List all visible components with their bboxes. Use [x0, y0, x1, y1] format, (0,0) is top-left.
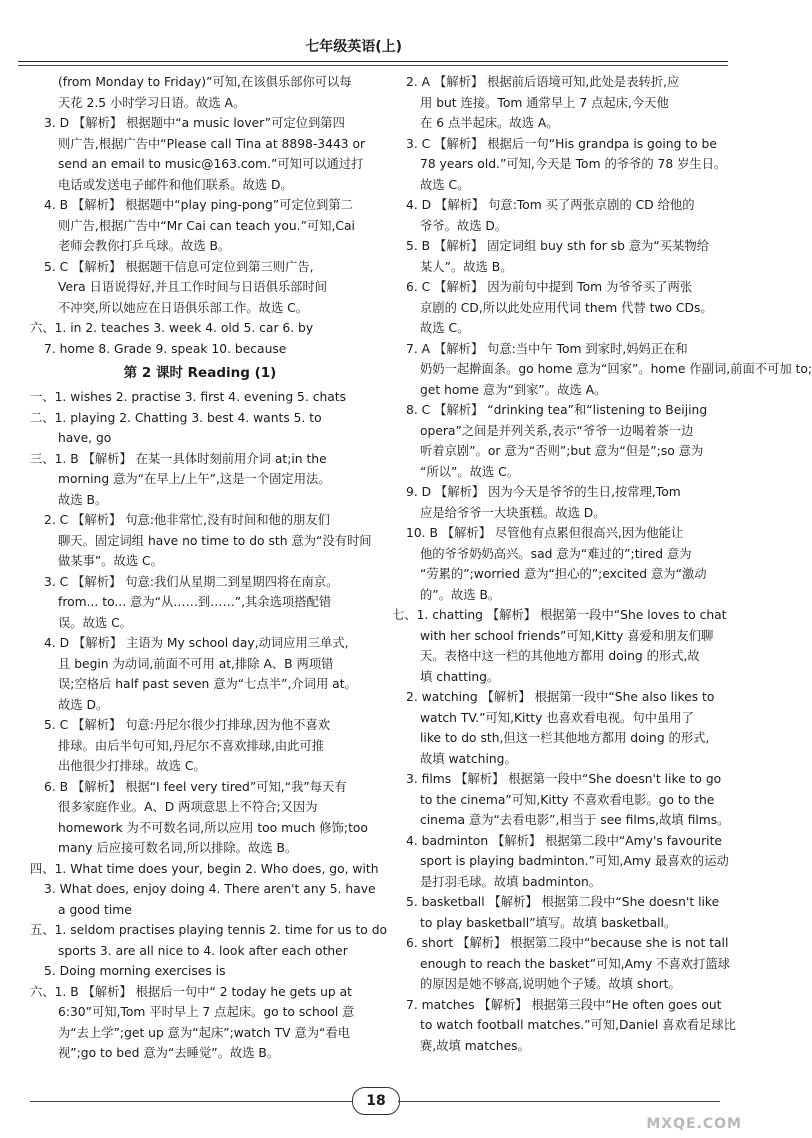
text-line: to watch football matches.”可知,Daniel 喜欢看足球比 — [420, 1018, 736, 1032]
text-line: from... to... 意为“从……到……”,其余选项搭配错 — [58, 595, 332, 609]
text-line: cinema 意为“去看电影”,相当于 see films,故填 films。 — [420, 813, 730, 827]
text-line: to the cinema”可知,Kitty 不喜欢看电影。go to the — [420, 792, 715, 807]
text-line: like to do sth,但这一栏其他地方都用 doing 的形式, — [420, 731, 710, 745]
footer-rule-left — [30, 1101, 352, 1102]
text-line: 电话或发送电子邮件和他们联系。故选 D。 — [58, 177, 293, 192]
text-line: 故选 B。 — [58, 492, 108, 507]
text-line: 赛,故填 matches。 — [420, 1038, 530, 1053]
text-line: 误。故选 C。 — [58, 615, 132, 630]
text-line: 3. C 【解析】 根据后一句“His grandpa is going to be — [406, 136, 717, 151]
text-line: 用 but 连接。Tom 通常早上 7 点起床,今天他 — [420, 95, 669, 110]
text-line: 老师会教你打乒乓球。故选 B。 — [58, 239, 231, 253]
text-line: to play basketball”填写。故填 basketball。 — [420, 915, 677, 930]
text-line: 故填 watching。 — [420, 751, 517, 766]
page-header — [18, 36, 728, 62]
text-line: 爷爷。故选 D。 — [420, 218, 508, 233]
text-line: 填 chatting。 — [420, 669, 500, 684]
text-line: a good time — [58, 902, 132, 917]
text-line: sports 3. are all nice to 4. look after each other — [58, 943, 348, 958]
text-line: 天。表格中这一栏的其他地方都用 doing 的形式,故 — [420, 649, 700, 663]
text-line: 天花 2.5 小时学习日语。故选 A。 — [58, 95, 246, 110]
text-line: 6. short 【解析】 根据第二段中“because she is not tall — [406, 936, 729, 950]
text-line: have, go — [58, 431, 112, 445]
text-line: 七、1. chatting 【解析】 根据第一段中“She loves to chat — [392, 608, 727, 622]
text-line: 则广告,根据广告中“Please call Tina at 8898-3443 or — [58, 136, 366, 151]
text-line: 2. C 【解析】 句意:他非常忙,没有时间和他的朋友们 — [44, 513, 331, 527]
text-line: 4. D 【解析】 句意:Tom 买了两张京剧的 CD 给他的 — [406, 198, 695, 212]
left-column — [30, 72, 388, 1064]
text-line: 听着京剧”。or 意为“否则”;but 意为“但是”;so 意为 — [420, 444, 704, 458]
text-line: 做某事”。故选 C。 — [58, 554, 163, 568]
header-title: 七年级英语(上) — [305, 39, 402, 55]
text-line: enough to reach the basket”可知,Amy 不喜欢打篮球 — [420, 956, 730, 971]
text-line: 聊天。固定词组 have no time to do sth 意为“没有时间 — [58, 533, 372, 548]
text-line: (from Monday to Friday)”可知,在该俱乐部你可以每 — [58, 75, 352, 89]
text-line: 四、1. What time does your, begin 2. Who does, go, with — [30, 861, 379, 876]
text-line: 8. C 【解析】 “drinking tea”和“listening to Beijing — [406, 403, 708, 417]
text-line: 4. D 【解析】 主语为 My school day,动词应用三单式, — [44, 636, 349, 650]
text-line: 9. D 【解析】 因为今天是爷爷的生日,按常理,Tom — [406, 485, 681, 499]
text-line: Vera 日语说得好,并且工作时间与日语俱乐部时间 — [58, 280, 328, 294]
text-line: 六、1. B 【解析】 根据后一句中“ 2 today he gets up at — [30, 984, 352, 999]
text-line: 4. B 【解析】 根据题中“play ping-pong”可定位到第二 — [44, 198, 353, 212]
header-rule — [18, 61, 728, 62]
footer-rule-right — [398, 1101, 720, 1102]
text-line: 他的爷爷奶奶高兴。sad 意为“难过的”;tired 意为 — [420, 546, 692, 561]
text-line: 7. matches 【解析】 根据第三段中“He often goes out — [406, 997, 722, 1012]
text-line: 的”。故选 B。 — [420, 587, 501, 602]
text-line: 6. C 【解析】 因为前句中提到 Tom 为爷爷买了两张 — [406, 280, 693, 294]
text-line: 二、1. playing 2. Chatting 3. best 4. wants 5. to — [30, 410, 322, 425]
text-line: 某人”。故选 B。 — [420, 259, 513, 274]
text-line: 应是给爷爷一大块蛋糕。故选 D。 — [420, 505, 606, 520]
text-line: 故选 C。 — [420, 321, 470, 335]
text-line: 78 years old.”可知,今天是 Tom 的爷爷的 78 岁生日。 — [420, 157, 727, 171]
text-line: 六、1. in 2. teaches 3. week 4. old 5. car 6. by — [30, 321, 314, 335]
text-line: opera”之间是并列关系,表示“爷爷一边喝着茶一边 — [420, 423, 694, 438]
text-line: 在 6 点半起床。故选 A。 — [420, 116, 559, 130]
text-line: get home 意为“到家”。故选 A。 — [420, 382, 607, 397]
text-line: “所以”。故选 C。 — [420, 464, 520, 479]
text-line: 3. D 【解析】 根据题中“a music lover”可定位到第四 — [44, 116, 345, 130]
text-line: with her school friends”可知,Kitty 喜爱和朋友们聊 — [420, 628, 714, 643]
text-line: send an email to music@163.com.”可知可以通过打 — [58, 157, 364, 171]
text-line: 奶奶一起擀面条。go home 意为“回家”。home 作副词,前面不可加 to; — [420, 362, 812, 376]
text-line: 2. A 【解析】 根据前后语境可知,此处是表转折,应 — [406, 75, 680, 89]
text-line: 3. films 【解析】 根据第一段中“She doesn't like to go — [406, 772, 722, 786]
text-line: 5. C 【解析】 根据题干信息可定位到第三则广告, — [44, 259, 314, 274]
text-line: 5. Doing morning exercises is — [44, 964, 226, 978]
text-line: “劳累的”;worried 意为“担心的”;excited 意为“激动 — [420, 567, 707, 581]
text-line: 3. C 【解析】 句意:我们从星期二到星期四将在南京。 — [44, 574, 339, 589]
text-line: 不冲突,所以她应在日语俱乐部工作。故选 C。 — [58, 300, 309, 315]
text-line: many 后应接可数名词,所以排除。故选 B。 — [58, 841, 298, 855]
text-line: 7. home 8. Grade 9. speak 10. because — [44, 341, 287, 356]
text-line: 京剧的 CD,所以此处应用代词 them 代替 two CDs。 — [420, 300, 713, 315]
text-line: 且 begin 为动词,前面不可用 at,排除 A、B 两项错 — [58, 656, 334, 671]
text-line: 出他很少打排球。故选 C。 — [58, 759, 206, 773]
right-column — [392, 72, 812, 1056]
text-line: 3. What does, enjoy doing 4. There aren't any 5. have — [44, 882, 376, 896]
text-line: 是打羽毛球。故填 badminton。 — [420, 874, 602, 889]
text-line: 7. A 【解析】 句意:当中午 Tom 到家时,妈妈正在和 — [406, 341, 688, 356]
text-line: watch TV.”可知,Kitty 也喜欢看电视。句中虽用了 — [420, 710, 694, 725]
text-line: 5. basketball 【解析】 根据第二段中“She doesn't like — [406, 895, 720, 909]
text-line: homework 为不可数名词,所以应用 too much 修饰;too — [58, 820, 368, 835]
text-line: 误;空格后 half past seven 意为“七点半”,介词用 at。 — [58, 677, 357, 691]
text-line: 4. badminton 【解析】 根据第二段中“Amy's favourite — [406, 833, 722, 848]
text-line: 则广告,根据广告中“Mr Cai can teach you.”可知,Cai — [58, 218, 355, 233]
text-line: 的原因是她不够高,说明她个子矮。故填 short。 — [420, 977, 681, 991]
text-line: 6. B 【解析】 根据“I feel very tired”可知,“我”每天有 — [44, 779, 347, 794]
text-line: 一、1. wishes 2. practise 3. first 4. evening 5. chats — [30, 390, 347, 404]
text-line: 2. watching 【解析】 根据第一段中“She also likes to — [406, 690, 715, 704]
text-line: morning 意为“在早上/上午”,这是一个固定用法。 — [58, 472, 331, 486]
text-line: 5. C 【解析】 句意:丹尼尔很少打排球,因为他不喜欢 — [44, 718, 331, 732]
watermark: MXQE.COM — [646, 1116, 742, 1132]
text-line: sport is playing badminton.”可知,Amy 最喜欢的运动 — [420, 854, 729, 868]
lesson-heading: 第 2 课时 Reading (1) — [123, 365, 277, 381]
text-line: 6:30”可知,Tom 平时早上 7 点起床。go to school 意 — [58, 1005, 355, 1019]
text-line: 10. B 【解析】 尽管他有点累但很高兴,因为他能让 — [406, 526, 684, 540]
text-line: 故选 D。 — [58, 697, 109, 712]
text-line: 5. B 【解析】 固定词组 buy sth for sb 意为“买某物给 — [406, 239, 709, 253]
text-line: 视”;go to bed 意为“去睡觉”。故选 B。 — [58, 1046, 280, 1060]
page-number: 18 — [352, 1087, 400, 1115]
text-line: 排球。由后半句可知,丹尼尔不喜欢排球,由此可推 — [58, 738, 325, 753]
text-line: 很多家庭作业。A、D 两项意思上不符合;又因为 — [58, 800, 318, 814]
header-rule-thin — [18, 65, 728, 66]
text-line: 故选 C。 — [420, 177, 470, 192]
text-line: 五、1. seldom practises playing tennis 2. time for us to do — [30, 923, 388, 937]
text-line: 三、1. B 【解析】 在某一具体时刻前用介词 at;in the — [30, 451, 327, 466]
text-line: 为“去上学”;get up 意为“起床”;watch TV 意为“看电 — [58, 1025, 351, 1040]
